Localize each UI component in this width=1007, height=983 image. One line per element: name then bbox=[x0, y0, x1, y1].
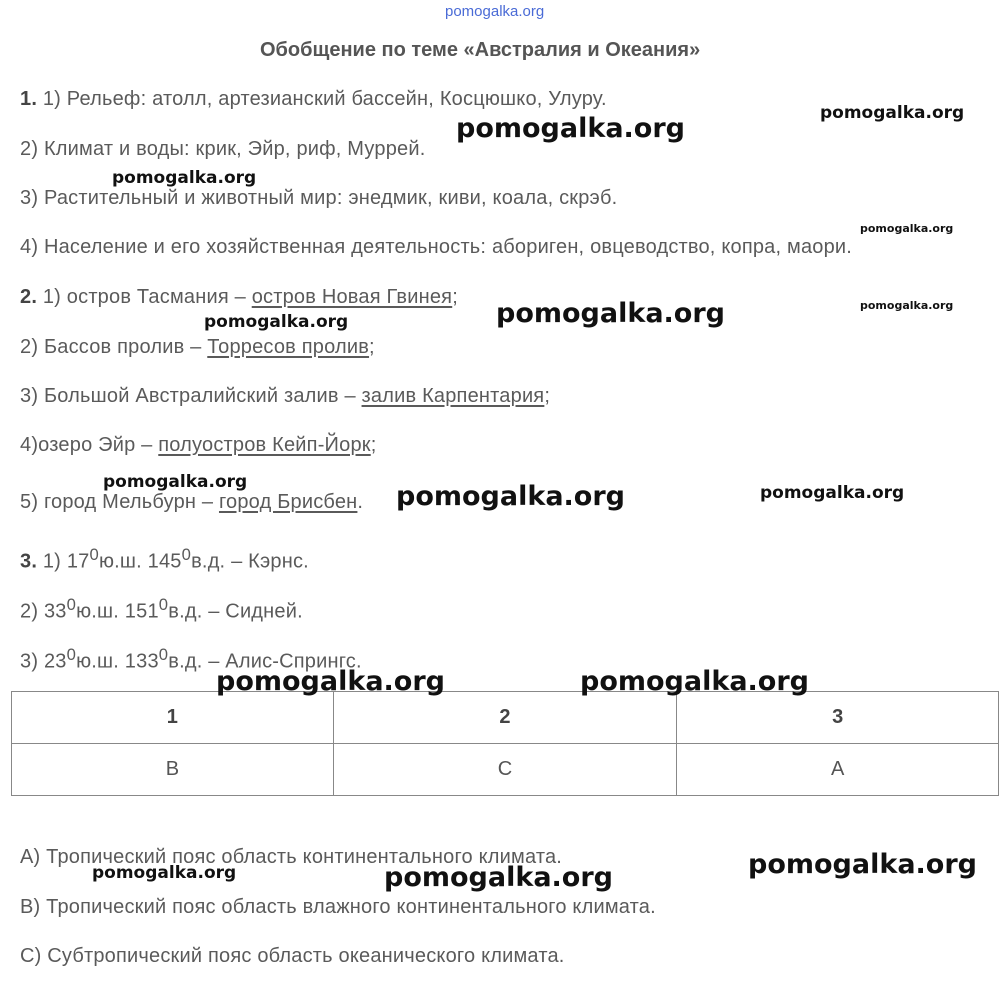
watermark: pomogalka.org bbox=[396, 481, 625, 512]
watermark: pomogalka.org bbox=[860, 222, 954, 235]
q1-line-2: 2) Климат и воды: крик, Эйр, риф, Муррей. bbox=[20, 138, 426, 160]
q3-line-1 bbox=[20, 545, 309, 574]
q2-item-3-suffix: ; bbox=[544, 385, 551, 407]
q2-item-4-suffix: ; bbox=[370, 434, 377, 456]
degree-mark: 0 bbox=[66, 595, 77, 614]
q3-item-3-lat-suffix: ю.ш. bbox=[76, 650, 125, 673]
option-c: С) Субтропический пояс область океанического климата. bbox=[20, 945, 565, 967]
q2-item-2-prefix: 2) Бассов пролив – bbox=[20, 336, 208, 358]
q2-item-1-answer: остров Новая Гвинея bbox=[251, 286, 453, 308]
q3-item-1-lat: 17 bbox=[66, 550, 90, 573]
q2-line-5 bbox=[20, 491, 363, 514]
q2-line-4 bbox=[20, 434, 377, 457]
q1-line-4: 4) Население и его хозяйственная деятельность: абориген, овцеводство, копра, маори. bbox=[20, 236, 853, 258]
degree-mark: 0 bbox=[66, 645, 77, 664]
table-cell: B bbox=[12, 744, 334, 796]
q1-number: 1. bbox=[20, 88, 38, 110]
q2-item-2-suffix: ; bbox=[369, 336, 375, 358]
watermark: pomogalka.org bbox=[103, 472, 248, 492]
table-cell: C bbox=[333, 744, 677, 796]
watermark: pomogalka.org bbox=[496, 298, 725, 329]
table-row bbox=[12, 744, 999, 796]
table-cell: A bbox=[677, 744, 999, 796]
q2-item-1-prefix: 1) остров Тасмания – bbox=[42, 286, 252, 308]
q2-number: 2. bbox=[20, 286, 38, 308]
q1-line-1 bbox=[20, 88, 607, 111]
page-title: Обобщение по теме «Австралия и Океания» bbox=[260, 39, 701, 61]
watermark: pomogalka.org bbox=[384, 862, 613, 893]
table-header-cell: 1 bbox=[12, 692, 334, 744]
q2-item-3-prefix: 3) Большой Австралийский залив – bbox=[20, 385, 362, 407]
q2-item-4-answer: полуостров Кейп-Йорк bbox=[158, 434, 371, 456]
q2-item-5-suffix: . bbox=[357, 491, 364, 513]
q3-item-3-lon: 133 bbox=[124, 650, 159, 673]
watermark: pomogalka.org bbox=[760, 483, 905, 503]
q3-item-1-lon-suffix: в.д. – Кэрнс. bbox=[191, 550, 309, 573]
watermark: pomogalka.org bbox=[456, 113, 685, 144]
q2-item-5-prefix: 5) город Мельбурн – bbox=[20, 491, 219, 513]
q3-item-3-lon-suffix: в.д. – Алис-Спрингс. bbox=[168, 650, 362, 673]
table-header-cell: 2 bbox=[333, 692, 677, 744]
q3-item-2-lat: 33 bbox=[43, 600, 67, 623]
option-a: А) Тропический пояс область континентального климата. bbox=[20, 846, 563, 868]
table-header-cell: 3 bbox=[677, 692, 999, 744]
q3-item-1-index: 1) bbox=[42, 550, 67, 573]
q3-item-1-lat-suffix: ю.ш. bbox=[98, 550, 148, 573]
option-b: В) Тропический пояс область влажного континентального климата. bbox=[20, 896, 656, 918]
q2-line-2 bbox=[20, 336, 375, 359]
degree-mark: 0 bbox=[158, 595, 169, 614]
watermark: pomogalka.org bbox=[860, 299, 954, 312]
q3-item-2-lon: 151 bbox=[124, 600, 159, 623]
q3-item-2-lat-suffix: ю.ш. bbox=[76, 600, 125, 623]
q3-item-3-index: 3) bbox=[20, 650, 44, 673]
watermark: pomogalka.org bbox=[748, 849, 977, 880]
q2-item-3-answer: залив Карпентария bbox=[361, 385, 545, 407]
watermark: pomogalka.org bbox=[580, 666, 809, 697]
q3-item-3-lat: 23 bbox=[43, 650, 67, 673]
degree-mark: 0 bbox=[158, 645, 169, 664]
degree-mark: 0 bbox=[181, 545, 192, 564]
q1-relief: 1) Рельеф: атолл, артезианский бассейн, Косцюшко, Улуру. bbox=[42, 88, 607, 110]
top-watermark: pomogalka.org bbox=[445, 3, 545, 20]
q2-item-5-answer: город Брисбен bbox=[218, 491, 358, 513]
table-header-row bbox=[12, 692, 999, 744]
watermark: pomogalka.org bbox=[92, 863, 237, 883]
watermark: pomogalka.org bbox=[216, 666, 445, 697]
q3-item-2-lon-suffix: в.д. – Сидней. bbox=[168, 600, 303, 623]
watermark: pomogalka.org bbox=[112, 168, 257, 188]
q2-line-3 bbox=[20, 385, 550, 408]
answer-table bbox=[11, 691, 999, 796]
watermark: pomogalka.org bbox=[820, 103, 965, 123]
q1-line-3: 3) Растительный и животный мир: энедмик, киви, коала, скрэб. bbox=[20, 187, 618, 209]
q2-item-2-answer: Торресов пролив bbox=[207, 336, 370, 358]
watermark: pomogalka.org bbox=[204, 312, 349, 332]
q3-line-2 bbox=[20, 595, 303, 624]
degree-mark: 0 bbox=[89, 545, 99, 564]
q2-item-1-suffix: ; bbox=[452, 286, 458, 308]
q3-item-1-lon: 145 bbox=[147, 550, 182, 573]
q3-number: 3. bbox=[20, 550, 38, 573]
q2-item-4-prefix: 4)озеро Эйр – bbox=[20, 434, 159, 456]
q2-line-1 bbox=[20, 286, 458, 309]
q3-item-2-index: 2) bbox=[20, 600, 44, 623]
